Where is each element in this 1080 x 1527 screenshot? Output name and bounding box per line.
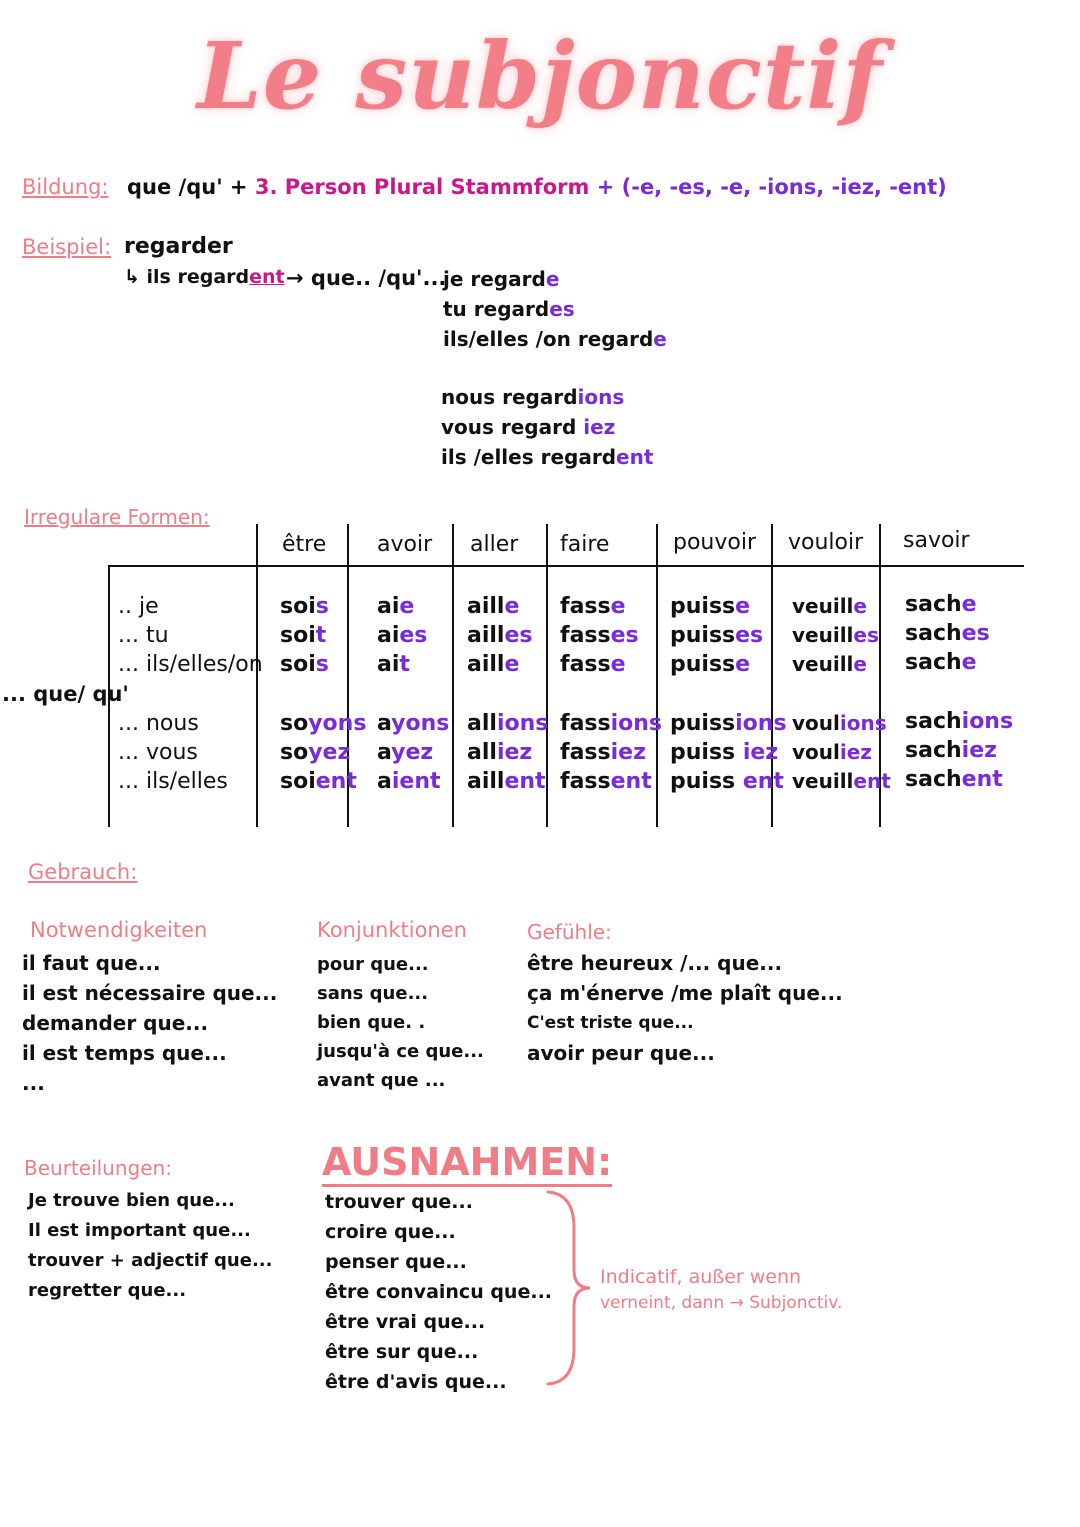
list-item: il faut que...: [22, 951, 161, 975]
notwendigkeiten-label: Notwendigkeiten: [30, 918, 208, 942]
list-item: être convaincu que...: [325, 1281, 552, 1303]
gefuehle-list: [527, 948, 843, 1068]
form-ils: ils/elles /on regarde: [443, 327, 667, 351]
verb-column-etre: sois soit sois soyons soyez soient: [280, 594, 367, 794]
list-item: trouver que...: [325, 1191, 473, 1213]
list-item: C'est triste que...: [527, 1013, 694, 1033]
list-item: regretter que...: [28, 1280, 187, 1301]
verb-header-aller: aller: [470, 532, 519, 557]
list-item: trouver + adjectif que...: [28, 1250, 273, 1271]
list-item: pour que...: [317, 954, 429, 975]
bildung-endings: + (-e, -es, -e, -ions, -iez, -ent): [589, 175, 947, 199]
konjunktionen-list: [317, 950, 484, 1095]
list-item: il est nécessaire que...: [22, 981, 278, 1005]
list-item: être sur que...: [325, 1341, 479, 1363]
table-header-rule: [110, 565, 1024, 567]
list-item: sans que...: [317, 983, 429, 1004]
list-item: avant que ...: [317, 1070, 446, 1091]
list-item: demander que...: [22, 1011, 209, 1035]
list-item: il est temps que...: [22, 1041, 227, 1065]
verb-header-vouloir: vouloir: [788, 530, 864, 555]
verb-column-vouloir: veuille veuilles veuille voulions vouliez veuillent: [792, 594, 891, 793]
beispiel-label: Beispiel:: [22, 235, 112, 259]
table-col-rule-3: [452, 524, 454, 827]
verb-column-aller: aille ailles aille allions alliez aillent: [467, 594, 549, 794]
verb-header-faire: faire: [560, 532, 610, 557]
list-item: être vrai que...: [325, 1311, 486, 1333]
ausnahmen-note: [600, 1264, 842, 1316]
derivation-stem: ↳ ils regard: [124, 266, 250, 288]
list-item: penser que...: [325, 1251, 467, 1273]
list-item: être d'avis que...: [325, 1371, 507, 1393]
beispiel-derivation: [124, 266, 285, 288]
list-item: croire que...: [325, 1221, 456, 1243]
ausnahmen-list: [325, 1187, 552, 1397]
derivation-ending: ent: [249, 266, 285, 288]
verb-column-avoir: aie aies ait ayons ayez aient: [377, 594, 450, 794]
irregular-label: Irregulare Formen:: [24, 505, 210, 529]
bildung-formula: [127, 175, 947, 199]
list-item: ...: [22, 1071, 45, 1095]
verb-column-pouvoir: puisse puisses puisse puissions puiss iez puiss ent: [670, 594, 787, 794]
verb-header-etre: être: [282, 532, 327, 557]
table-side-label: ... que/ qu': [2, 682, 129, 706]
list-item: Il est important que...: [28, 1220, 251, 1241]
beispiel-forms-plural: [441, 385, 653, 475]
beispiel-forms-singular: [443, 267, 667, 357]
beurteilungen-label: Beurteilungen:: [24, 1156, 172, 1180]
list-item: avoir peur que...: [527, 1041, 715, 1065]
pronoun-column: .. je ... tu ... ils/elles/on ... nous ... vous ... ils/elles: [118, 594, 263, 794]
note-line-2: verneint, dann → Subjonctiv.: [600, 1293, 843, 1313]
note-line-1: Indicatif, außer wenn: [600, 1266, 802, 1288]
gebrauch-label: Gebrauch:: [28, 860, 138, 884]
form-tu: tu regardes: [443, 297, 575, 321]
bildung-label: Bildung:: [22, 175, 109, 199]
notwendigkeiten-list: [22, 948, 277, 1098]
verb-column-faire: fasse fasses fasse fassions fassiez fassent: [560, 594, 663, 794]
list-item: Je trouve bien que...: [28, 1190, 235, 1211]
list-item: jusqu'à ce que...: [317, 1041, 484, 1062]
beurteilungen-list: [28, 1186, 272, 1306]
form-ils-pl: ils /elles regardent: [441, 445, 654, 469]
bildung-prefix: que /qu' +: [127, 175, 255, 199]
list-item: bien que. .: [317, 1012, 426, 1033]
list-item: ça m'énerve /me plaît que...: [527, 981, 843, 1005]
konjunktionen-label: Konjunktionen: [317, 918, 467, 942]
verb-header-savoir: savoir: [903, 528, 970, 553]
page-title: Le subjonctif: [197, 22, 883, 130]
beispiel-arrow: → que.. /qu'...: [286, 266, 447, 290]
bildung-stem: 3. Person Plural Stammform: [254, 175, 590, 199]
form-nous: nous regardions: [441, 385, 625, 409]
gefuehle-label: Gefühle:: [527, 920, 612, 944]
form-je: je regarde: [443, 267, 560, 291]
ausnahmen-label: AUSNAHMEN:: [322, 1140, 612, 1187]
list-item: être heureux /... que...: [527, 951, 783, 975]
verb-column-savoir: sache saches sache sachions sachiez sachent: [905, 592, 1014, 792]
form-vous: vous regard iez: [441, 415, 616, 439]
curly-brace-icon: [540, 1188, 600, 1388]
verb-header-avoir: avoir: [377, 532, 433, 557]
verb-header-pouvoir: pouvoir: [673, 530, 757, 555]
beispiel-verb: regarder: [124, 234, 233, 259]
